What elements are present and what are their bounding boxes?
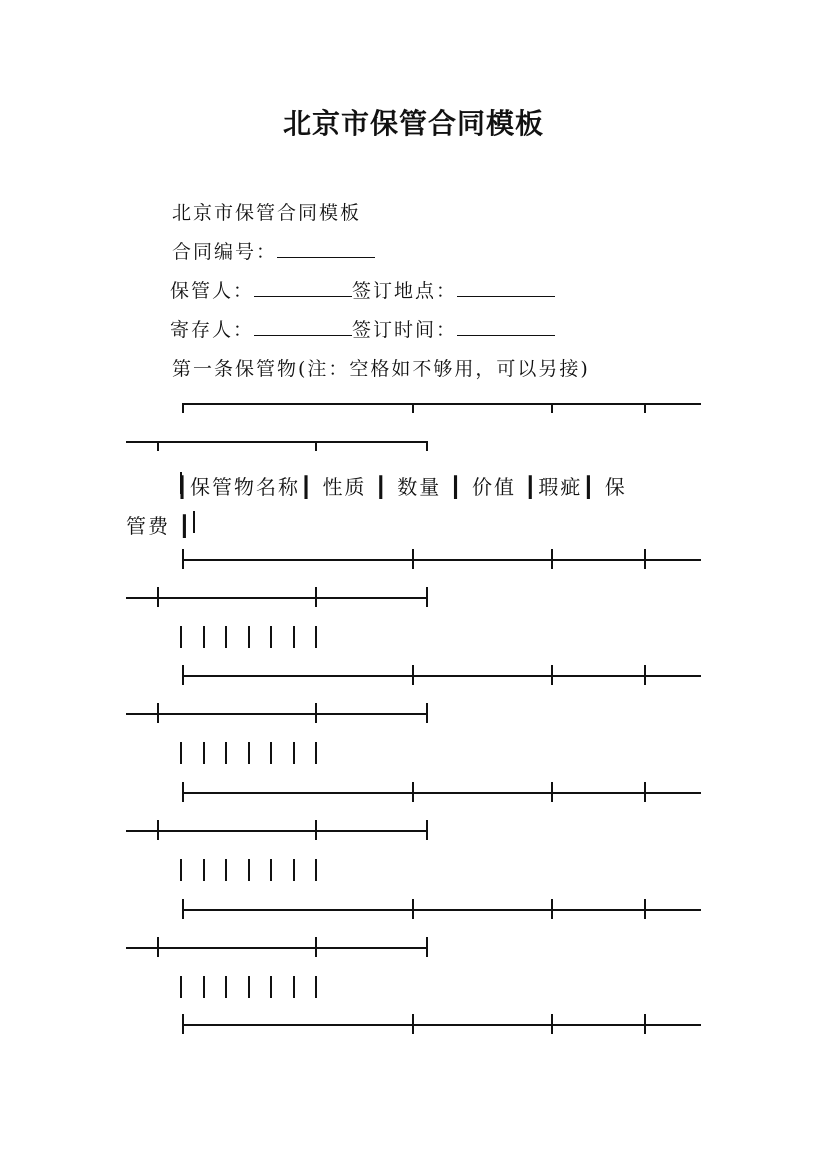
sign-place-label: 签订地点： [352, 280, 458, 302]
table-border-tick [315, 937, 317, 957]
table-border-line [126, 713, 426, 715]
document-subtitle: 北京市保管合同模板 [172, 202, 362, 224]
table-cell-divider [180, 859, 182, 881]
table-border-tick [157, 703, 159, 723]
sign-time-label: 签订时间： [352, 319, 458, 341]
table-border-tick [426, 820, 428, 840]
depositor-blank [254, 317, 352, 336]
table-cell-divider [315, 859, 317, 881]
table-border-tick [157, 441, 159, 451]
table-border-tick [412, 403, 414, 413]
table-border-tick [412, 549, 414, 569]
table-border-tick [644, 665, 646, 685]
table-border-tick [644, 1014, 646, 1034]
table-cell-divider [248, 626, 250, 648]
table-border-tick [426, 937, 428, 957]
table-header-divider [193, 511, 195, 533]
table-border-tick [182, 1014, 184, 1034]
table-border-line [182, 792, 701, 794]
table-border-line [126, 597, 426, 599]
table-border-line [126, 830, 426, 832]
table-border-line [126, 441, 426, 443]
table-cell-divider [270, 976, 272, 998]
table-border-tick [157, 820, 159, 840]
table-border-tick [644, 782, 646, 802]
table-border-tick [412, 899, 414, 919]
table-cell-divider [270, 742, 272, 764]
contract-number-line [172, 237, 375, 264]
table-border-tick [551, 899, 553, 919]
table-cell-divider [203, 626, 205, 648]
table-border-tick [426, 587, 428, 607]
table-border-tick [551, 549, 553, 569]
table-cell-divider [225, 859, 227, 881]
table-border-tick [412, 782, 414, 802]
custodian-label: 保管人： [170, 280, 255, 302]
table-cell-divider [315, 976, 317, 998]
article-one-heading: 第一条保管物(注：空格如不够用，可以另接) [172, 358, 590, 380]
sign-time-blank [457, 317, 555, 336]
table-cell-divider [248, 742, 250, 764]
table-border-tick [157, 937, 159, 957]
table-border-tick [182, 549, 184, 569]
table-border-line [182, 559, 701, 561]
table-cell-divider [180, 742, 182, 764]
table-border-tick [551, 1014, 553, 1034]
table-border-tick [315, 820, 317, 840]
table-border-tick [644, 549, 646, 569]
contract-number-label: 合同编号： [172, 241, 278, 263]
table-border-line [182, 909, 701, 911]
table-cell-divider [225, 626, 227, 648]
table-border-tick [644, 899, 646, 919]
contract-number-blank [277, 239, 375, 258]
table-cell-divider [270, 626, 272, 648]
table-cell-divider [248, 976, 250, 998]
table-border-tick [551, 782, 553, 802]
table-border-tick [315, 587, 317, 607]
table-cell-divider [293, 976, 295, 998]
table-header-line-2: 管费 ┃ [126, 514, 193, 538]
table-cell-divider [293, 626, 295, 648]
table-cell-divider [293, 742, 295, 764]
table-border-tick [551, 403, 553, 413]
table-border-tick [182, 899, 184, 919]
table-border-tick [182, 665, 184, 685]
table-border-tick [412, 665, 414, 685]
sign-place-blank [457, 278, 555, 297]
depositor-label: 寄存人： [170, 319, 255, 341]
table-cell-divider [203, 742, 205, 764]
table-cell-divider [270, 859, 272, 881]
table-cell-divider [203, 859, 205, 881]
table-border-tick [412, 1014, 414, 1034]
table-border-tick [426, 703, 428, 723]
document-title: 北京市保管合同模板 [282, 107, 544, 140]
depositor-line [170, 315, 555, 342]
table-border-tick [315, 703, 317, 723]
table-border-tick [182, 782, 184, 802]
table-border-line [182, 1024, 701, 1026]
table-cell-divider [180, 976, 182, 998]
table-border-tick [551, 665, 553, 685]
table-header-line-1: ┃保管物名称┃ 性质 ┃ 数量 ┃ 价值 ┃瑕疵┃ 保 [176, 475, 627, 499]
table-border-tick [182, 403, 184, 413]
custodian-blank [254, 278, 352, 297]
table-border-line [126, 947, 426, 949]
table-border-tick [157, 587, 159, 607]
table-cell-divider [180, 626, 182, 648]
table-border-line [182, 675, 701, 677]
table-cell-divider [293, 859, 295, 881]
table-cell-divider [225, 976, 227, 998]
table-cell-divider [315, 626, 317, 648]
table-cell-divider [248, 859, 250, 881]
table-cell-divider [315, 742, 317, 764]
table-border-tick [315, 441, 317, 451]
table-border-tick [644, 403, 646, 413]
table-cell-divider [203, 976, 205, 998]
table-cell-divider [225, 742, 227, 764]
custodian-line [170, 276, 555, 303]
table-border-tick [426, 441, 428, 451]
table-border-line [182, 403, 701, 405]
